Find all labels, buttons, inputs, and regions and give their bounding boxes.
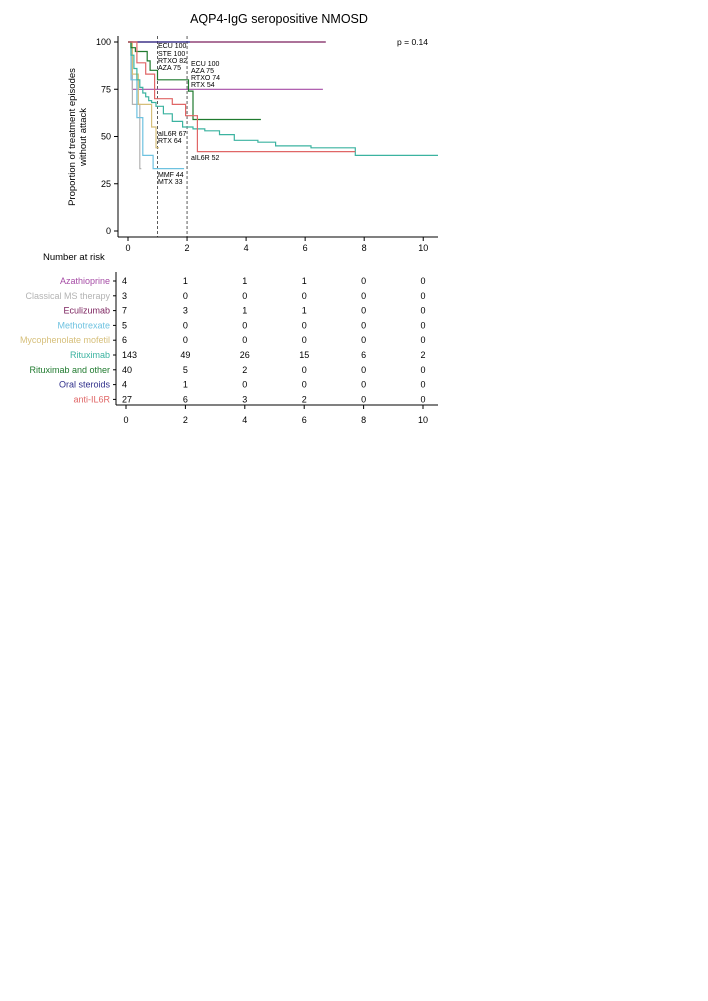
risk-cell-1-0: 3 bbox=[122, 290, 128, 301]
risk-cell-5-5: 2 bbox=[420, 350, 426, 360]
risk-cell-5-2: 26 bbox=[239, 350, 250, 360]
risk-cell-4-2: 0 bbox=[242, 335, 248, 346]
risk-row-label-3: Methotrexate bbox=[57, 320, 110, 331]
risk-cell-4-5: 0 bbox=[420, 335, 426, 346]
annotation-low-1y-0: MMF 44 bbox=[158, 172, 184, 179]
risk-row-label-2: Eculizumab bbox=[63, 305, 110, 316]
x-tick-label-5: 10 bbox=[418, 243, 429, 253]
risk-cell-4-1: 0 bbox=[182, 335, 188, 346]
risk-cell-2-1: 3 bbox=[182, 305, 188, 316]
annotations-1y bbox=[158, 43, 187, 72]
risk-cell-2-4: 0 bbox=[361, 305, 367, 316]
risk-cell-6-1: 5 bbox=[182, 364, 188, 375]
risk-row-label-6: Rituximab and other bbox=[29, 364, 110, 375]
chart-title: AQP4-IgG seropositive NMOSD bbox=[190, 12, 368, 26]
risk-cell-8-2: 3 bbox=[242, 394, 248, 405]
annotation-1y-0: ECU 100 bbox=[158, 43, 187, 50]
risk-cell-6-2: 2 bbox=[242, 364, 248, 375]
annotation-1y-1: STE 100 bbox=[158, 51, 186, 58]
risk-cell-3-2: 0 bbox=[242, 320, 248, 331]
risk-cell-0-3: 1 bbox=[301, 276, 307, 286]
y-axis-label bbox=[67, 68, 89, 206]
risk-cell-1-2: 0 bbox=[242, 290, 248, 301]
risk-x-tick-label-3: 6 bbox=[301, 415, 307, 425]
risk-cell-8-3: 2 bbox=[301, 394, 307, 405]
risk-cell-7-1: 1 bbox=[182, 379, 188, 390]
annotation-2y-3: RTX 54 bbox=[191, 82, 215, 89]
annotation-1y-3: AZA 75 bbox=[158, 65, 181, 72]
annotation-1y-2: RTXO 82 bbox=[158, 58, 188, 65]
risk-cell-5-0: 143 bbox=[122, 350, 138, 360]
y-tick-label-1: 25 bbox=[100, 178, 111, 189]
plot-area bbox=[96, 36, 438, 253]
risk-cell-0-4: 0 bbox=[361, 276, 367, 286]
x-tick-label-1: 2 bbox=[184, 243, 190, 253]
risk-row-label-1: Classical MS therapy bbox=[25, 290, 110, 301]
risk-cell-2-0: 7 bbox=[122, 305, 128, 316]
x-tick-label-3: 6 bbox=[302, 243, 308, 253]
annotation-mid-2y: aIL6R 52 bbox=[191, 155, 220, 162]
risk-table-title: Number at risk bbox=[43, 252, 105, 263]
y-tick-label-3: 75 bbox=[100, 84, 111, 95]
risk-cell-5-1: 49 bbox=[180, 350, 191, 360]
risk-cell-2-2: 1 bbox=[242, 305, 248, 316]
y-ticks bbox=[96, 37, 118, 236]
risk-cell-0-5: 0 bbox=[420, 276, 426, 286]
risk-cell-3-5: 0 bbox=[420, 320, 426, 331]
risk-cell-7-0: 4 bbox=[122, 379, 128, 390]
risk-cell-3-1: 0 bbox=[182, 320, 188, 331]
risk-x-tick-label-2: 4 bbox=[242, 415, 248, 425]
risk-cell-2-5: 0 bbox=[420, 305, 426, 316]
risk-cell-7-4: 0 bbox=[361, 379, 367, 390]
annotations-2y bbox=[191, 61, 220, 89]
risk-cell-6-4: 0 bbox=[361, 364, 367, 375]
annotation-2y-1: AZA 75 bbox=[191, 68, 214, 75]
y-tick-label-4: 100 bbox=[95, 37, 111, 47]
risk-cell-8-4: 0 bbox=[361, 394, 367, 405]
risk-x-tick-label-0: 0 bbox=[123, 415, 129, 425]
x-tick-label-4: 8 bbox=[361, 243, 367, 253]
y-axis-label-line2: without attack bbox=[78, 107, 89, 167]
risk-row-label-4: Mycophenolate mofetil bbox=[19, 335, 110, 346]
annotation-2y-2: RTXO 74 bbox=[191, 75, 221, 82]
annotation-mid-1y-1: RTX 64 bbox=[158, 138, 182, 145]
annotation-mid-1y-0: aIL6R 67 bbox=[158, 131, 187, 138]
risk-cell-1-5: 0 bbox=[420, 290, 426, 301]
risk-cell-3-0: 5 bbox=[122, 320, 128, 331]
risk-cell-6-5: 0 bbox=[420, 364, 426, 375]
risk-cell-8-5: 0 bbox=[420, 394, 426, 405]
risk-cell-0-1: 1 bbox=[182, 276, 188, 286]
risk-row-label-5: Rituximab bbox=[69, 350, 110, 360]
annotation-low-1y-1: MTX 33 bbox=[158, 179, 183, 186]
risk-row-label-7: Oral steroids bbox=[58, 379, 110, 390]
risk-x-tick-label-4: 8 bbox=[361, 415, 367, 425]
risk-cell-2-3: 1 bbox=[301, 305, 307, 316]
risk-cell-8-1: 6 bbox=[182, 394, 188, 405]
risk-cell-6-0: 40 bbox=[122, 364, 133, 375]
annotations-low-1y bbox=[158, 172, 184, 186]
risk-cell-1-4: 0 bbox=[361, 290, 367, 301]
annotation-2y-0: ECU 100 bbox=[191, 61, 220, 68]
risk-cell-3-4: 0 bbox=[361, 320, 367, 331]
risk-cell-0-0: 4 bbox=[122, 276, 128, 286]
risk-cell-4-3: 0 bbox=[301, 335, 307, 346]
risk-cell-4-0: 6 bbox=[122, 335, 128, 346]
risk-cell-5-4: 6 bbox=[361, 350, 367, 360]
x-tick-label-2: 4 bbox=[243, 243, 249, 253]
risk-cell-7-2: 0 bbox=[242, 379, 248, 390]
p-value: p = 0.14 bbox=[397, 37, 428, 47]
risk-cell-4-4: 0 bbox=[361, 335, 367, 346]
annotations-mid-1y bbox=[158, 131, 187, 145]
risk-table bbox=[20, 272, 438, 425]
risk-cell-3-3: 0 bbox=[301, 320, 307, 331]
risk-cell-8-0: 27 bbox=[122, 394, 133, 405]
risk-cell-7-3: 0 bbox=[301, 379, 307, 390]
risk-cell-1-1: 0 bbox=[182, 290, 188, 301]
risk-table-x-ticks bbox=[123, 405, 428, 425]
risk-x-tick-label-1: 2 bbox=[182, 415, 188, 425]
risk-table-rows bbox=[20, 276, 426, 404]
risk-cell-6-3: 0 bbox=[301, 364, 307, 375]
risk-cell-5-3: 15 bbox=[299, 350, 310, 360]
series-line-1 bbox=[128, 42, 141, 169]
y-tick-label-0: 0 bbox=[105, 226, 111, 236]
x-tick-label-0: 0 bbox=[125, 243, 131, 253]
y-tick-label-2: 50 bbox=[100, 131, 111, 142]
risk-cell-1-3: 0 bbox=[301, 290, 307, 301]
risk-row-label-8: anti-IL6R bbox=[73, 394, 110, 405]
risk-cell-0-2: 1 bbox=[242, 276, 248, 286]
risk-cell-7-5: 0 bbox=[420, 379, 426, 390]
y-axis-label-line1: Proportion of treatment episodes bbox=[67, 68, 78, 206]
risk-x-tick-label-5: 10 bbox=[417, 415, 429, 425]
x-ticks bbox=[125, 237, 428, 253]
risk-row-label-0: Azathioprine bbox=[59, 276, 110, 286]
